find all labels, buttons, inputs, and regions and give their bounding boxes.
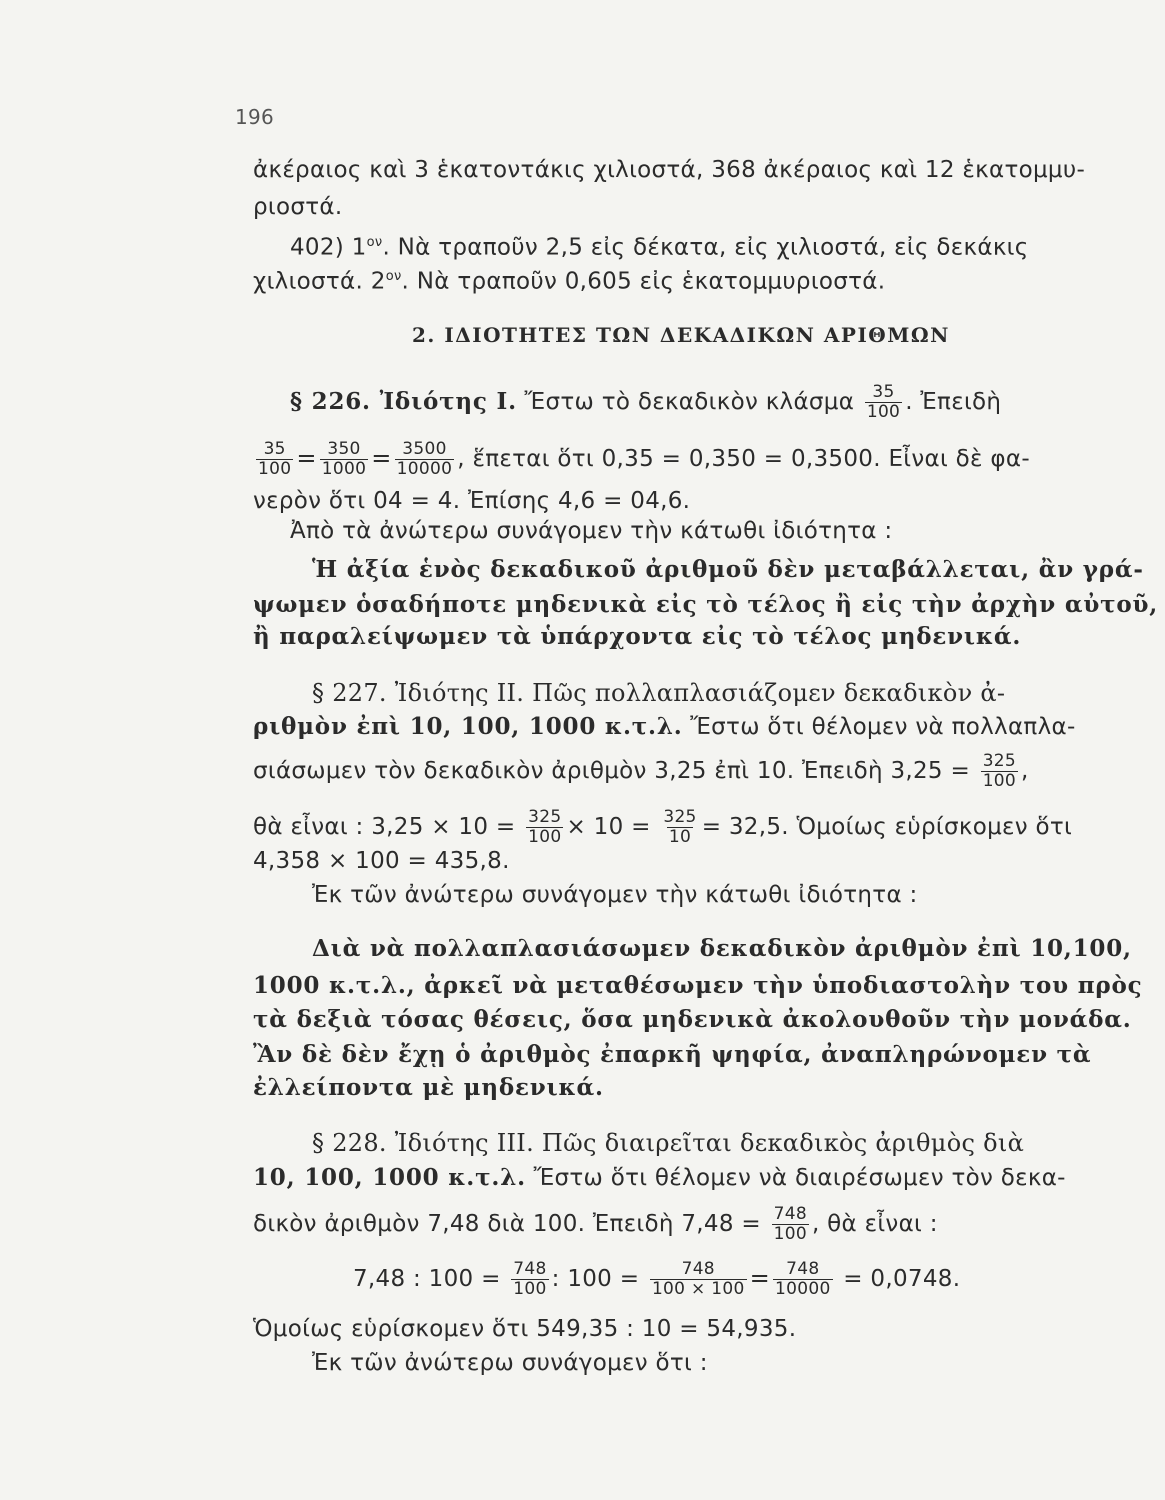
- exercise-text-line: ἀκέραιος καὶ 3 ἑκατοντάκις χιλιοστά, 368 ἀκέραιος καὶ 12 ἑκατομμυ-: [253, 157, 1086, 183]
- division-equation: 7,48 : 100 = $\frac{748}{100}$ : 100 = $\frac{748}{100 \times 100}$ = $\frac{748}{10000}$ = 0,0748.: [353, 1259, 961, 1299]
- property-1-statement: Ἡ ἀξία ἑνὸς δεκαδικοῦ ἀριθμοῦ δὲν μεταβάλλεται, ἂν γρά-: [312, 556, 1144, 583]
- section-228-title: § 228. Ἰδιότης ΙΙΙ. Πῶς διαιρεῖται δεκαδικὸς ἀριθμὸς διὰ: [312, 1129, 1025, 1157]
- fraction: $\frac{325}{10}$: [663, 807, 697, 847]
- section-228-line: 10, 100, 1000 κ.τ.λ. Ἔστω ὅτι θέλομεν νὰ διαιρέσωμεν τὸν δεκα-: [253, 1164, 1066, 1191]
- fraction: $\frac{35}{100}$: [866, 382, 901, 422]
- section-228-line: Ὁμοίως εὑρίσκομεν ὅτι 549,35 : 10 = 54,935.: [253, 1316, 797, 1342]
- section-226-title: § 226. Ἰδιότης Ι.: [290, 388, 517, 415]
- section-227-line: ριθμὸν ἐπὶ 10, 100, 1000 κ.τ.λ. Ἔστω ὅτι θέλομεν νὰ πολλαπλα-: [253, 713, 1076, 740]
- fraction: $\frac{350}{1000}$: [321, 439, 367, 479]
- section-227-line: σιάσωμεν τὸν δεκαδικὸν ἀριθμὸν 3,25 ἐπὶ 10. Ἐπειδὴ 3,25 = $\frac{325}{100}$ ,: [253, 751, 1029, 791]
- fraction: $\frac{748}{100}$: [773, 1204, 807, 1244]
- section-227-line: Ἐκ τῶν ἀνώτερω συνάγομεν τὴν κάτωθι ἰδιότητα :: [312, 882, 918, 908]
- property-2-statement: Διὰ νὰ πολλαπλασιάσωμεν δεκαδικὸν ἀριθμὸν ἐπὶ 10,100,: [312, 935, 1132, 962]
- fraction: $\frac{3500}{10000}$: [396, 439, 453, 479]
- fraction: $\frac{325}{100}$: [528, 807, 562, 847]
- property-2-statement: ἐλλείποντα μὲ μηδενικά.: [253, 1074, 604, 1101]
- fraction: $\frac{325}{100}$: [982, 751, 1017, 791]
- fraction: $\frac{748}{10000}$: [775, 1259, 831, 1299]
- property-1-statement: ἢ παραλείψωμεν τὰ ὑπάρχοντα εἰς τὸ τέλος μηδενικά.: [253, 623, 1022, 650]
- property-2-statement: Ἂν δὲ δὲν ἔχῃ ὁ ἀριθμὸς ἐπαρκῆ ψηφία, ἀναπληρώνομεν τὰ: [253, 1041, 1092, 1068]
- exercise-text-line: ριοστά.: [253, 194, 343, 220]
- property-2-statement: 1000 κ.τ.λ., ἀρκεῖ νὰ μεταθέσωμεν τὴν ὑποδιαστολὴν του πρὸς: [253, 972, 1143, 999]
- section-227-title: § 227. Ἰδιότης ΙΙ. Πῶς πολλαπλασιάζομεν δεκαδικὸν ἀ-: [312, 679, 1006, 707]
- exercise-402-line: 402) $1^{o\nu}$. Νὰ τραποῦν 2,5 εἰς δέκατα, εἰς χιλιοστά, εἰς δεκάκις: [290, 234, 1029, 261]
- section-226-line: Ἀπὸ τὰ ἀνώτερω συνάγομεν τὴν κάτωθι ἰδιότητα :: [290, 518, 893, 544]
- section-227-line: θὰ εἶναι : 3,25 × 10 = $\frac{325}{100}$ × 10 = $\frac{325}{10}$ = 32,5. Ὁμοίως εὑρίσκομεν ὅτι: [253, 807, 1073, 847]
- fraction: $\frac{748}{100}$: [513, 1259, 547, 1299]
- section-226-line: νερὸν ὅτι 04 = 4. Ἐπίσης 4,6 = 04,6.: [253, 488, 691, 514]
- section-226-line: § 226. Ἰδιότης Ι. Ἔστω τὸ δεκαδικὸν κλάσμα $\frac{35}{100}$ . Ἐπειδὴ: [290, 382, 1002, 422]
- section-228-line: δικὸν ἀριθμὸν 7,48 διὰ 100. Ἐπειδὴ 7,48 = $\frac{748}{100}$ , θὰ εἶναι :: [253, 1204, 938, 1244]
- property-1-statement: ψωμεν ὁσαδήποτε μηδενικὰ εἰς τὸ τέλος ἢ εἰς τὴν ἀρχὴν αὐτοῦ,: [253, 591, 1159, 618]
- page-number: 196: [235, 105, 275, 129]
- section-heading: 2. ΙΔΙΟΤΗΤΕΣ ΤΩΝ ΔΕΚΑΔΙΚΩΝ ΑΡΙΘΜΩΝ: [412, 323, 950, 347]
- section-227-line: 4,358 × 100 = 435,8.: [253, 848, 510, 874]
- section-226-line: $\frac{35}{100}$ = $\frac{350}{1000}$ = $\frac{3500}{10000}$ , ἕπεται ὅτι 0,35 = 0,350 = 0,3500. Εἶναι δὲ φα-: [258, 439, 1030, 479]
- fraction: $\frac{748}{100 \times 100}$: [651, 1259, 745, 1299]
- section-228-line: Ἐκ τῶν ἀνώτερω συνάγομεν ὅτι :: [312, 1350, 708, 1376]
- exercise-402-line: χιλιοστά. $2^{o\nu}$. Νὰ τραποῦν 0,605 εἰς ἑκατομμυριοστά.: [253, 268, 886, 295]
- fraction: $\frac{35}{100}$: [258, 439, 292, 479]
- property-2-statement: τὰ δεξιὰ τόσας θέσεις, ὅσα μηδενικὰ ἀκολουθοῦν τὴν μονάδα.: [253, 1006, 1132, 1033]
